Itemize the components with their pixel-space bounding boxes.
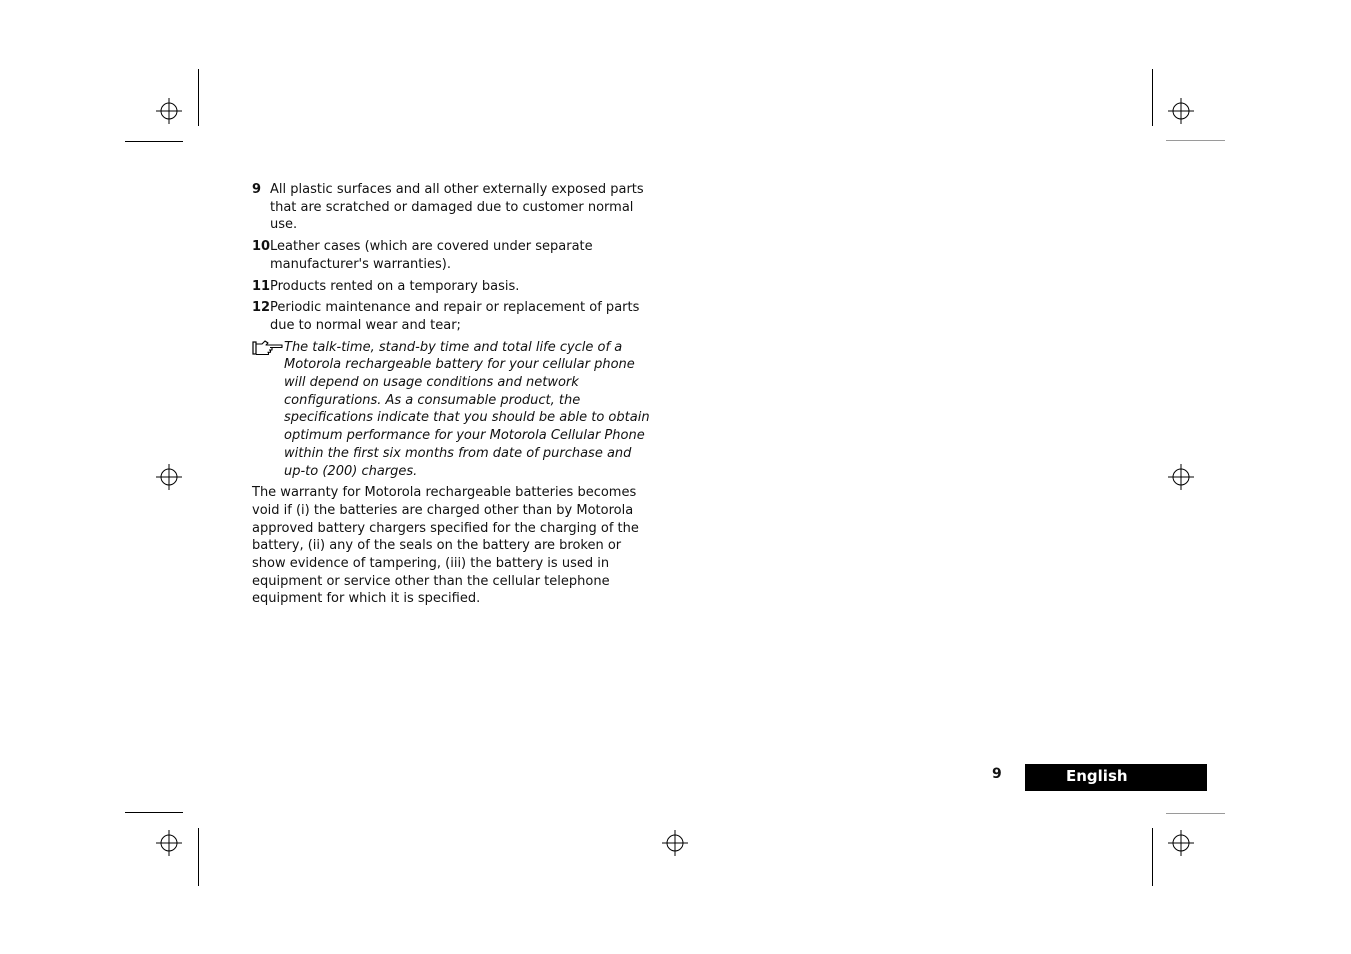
- language-tab: [1025, 764, 1207, 791]
- registration-mark-icon: [662, 830, 688, 856]
- crop-mark-top-left-vertical: [198, 69, 199, 126]
- registration-mark-icon: [1168, 830, 1194, 856]
- crop-mark-bottom-left-vertical: [198, 828, 199, 886]
- item-text: All plastic surfaces and all other externally exposed parts that are scratched or damaged due to customer normal use.: [270, 182, 644, 233]
- note-block: [252, 339, 652, 481]
- list-item: [252, 278, 652, 296]
- page-content: [252, 181, 652, 608]
- registration-mark-icon: [156, 98, 182, 124]
- crop-mark-bottom-right-vertical: [1152, 828, 1153, 886]
- list-item: [252, 181, 652, 234]
- registration-mark-icon: [1168, 464, 1194, 490]
- warranty-paragraph: The warranty for Motorola rechargeable batteries becomes void if (i) the batteries are charged other than by Motorola approved battery chargers specified for the charging of the battery, (ii) any of the seals on the battery are broken or show evidence of tampering, (iii) the battery is used in equipment or service other than the cellular telephone equipment for which it is specified.: [252, 485, 639, 607]
- crop-mark-bottom-left-horizontal: [125, 812, 183, 813]
- crop-mark-bottom-right-horizontal: [1166, 813, 1225, 814]
- crop-mark-top-right-vertical: [1152, 69, 1153, 126]
- page-number: 9: [992, 766, 1002, 782]
- note-text: The talk-time, stand-by time and total life cycle of a Motorola rechargeable battery for your cellular phone will depend on usage conditions and network configurations. As a consumable product, the specifications indicate that you should be able to obtain optimum performance for your Motorola Cellular Phone within the first six months from date of purchase and up-to (200) charges.: [284, 339, 650, 479]
- item-number: 11: [252, 278, 271, 294]
- item-number: 9: [252, 182, 262, 197]
- item-text: Products rented on a temporary basis.: [270, 278, 520, 294]
- registration-mark-icon: [156, 830, 182, 856]
- language-label: English: [1066, 767, 1128, 785]
- crop-mark-top-right-horizontal: [1166, 140, 1225, 141]
- item-number: 10: [252, 239, 271, 255]
- list-item: [252, 238, 652, 273]
- pointing-hand-icon: [252, 340, 284, 356]
- registration-mark-icon: [156, 464, 182, 490]
- item-text: Leather cases (which are covered under separate manufacturer's warranties).: [270, 239, 593, 272]
- crop-mark-top-left-horizontal: [125, 141, 183, 142]
- list-item: [252, 299, 652, 334]
- item-text: Periodic maintenance and repair or replacement of parts due to normal wear and tear;: [270, 300, 640, 333]
- registration-mark-icon: [1168, 98, 1194, 124]
- item-number: 12: [252, 300, 271, 316]
